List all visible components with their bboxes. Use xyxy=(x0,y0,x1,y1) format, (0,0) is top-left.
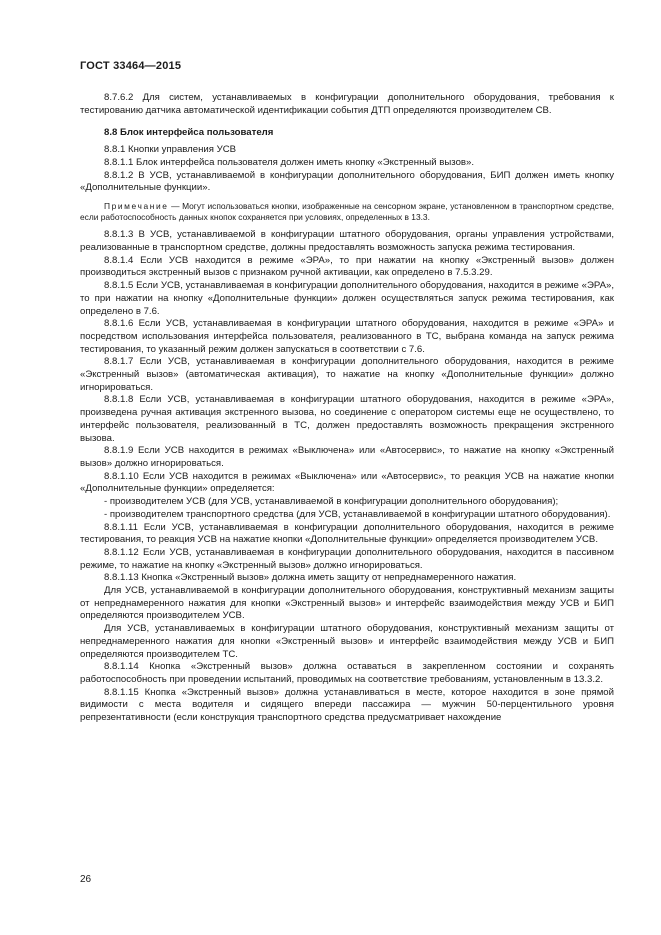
paragraph-8-8-1-3: 8.8.1.3 В УСВ, устанавливаемой в конфигурации штатного оборудования, органы управления устройствами, реализованные в транспортном средстве, должны предоставлять возможность запуска режима тестирования. xyxy=(80,229,614,254)
list-item-manufacturer-usv: - производителем УСВ (для УСВ, устанавливаемой в конфигурации дополнительного оборудования); xyxy=(104,496,559,508)
paragraph-8-8-1-4: 8.8.1.4 Если УСВ находится в режиме «ЭРА», то при нажатии на кнопку «Экстренный вызов» должен производиться экстренный вызов с признаком ручной активации, как определено в 7.5.3.29. xyxy=(80,254,614,279)
section-heading-8-8: 8.8 Блок интерфейса пользователя xyxy=(104,127,274,139)
paragraph-8-8-1-5: 8.8.1.5 Если УСВ, устанавливаемая в конфигурации дополнительного оборудования, находится в режиме «ЭРА», то при нажатии на кнопку «Дополнительные функции» должен осуществляться запуск режима тестирования, как определено в 7.6. xyxy=(80,280,614,317)
list-item-manufacturer-vehicle: - производителем транспортного средства (для УСВ, устанавливаемой в конфигурации штатного оборудования). xyxy=(104,508,611,520)
paragraph-8-8-1-14: 8.8.1.14 Кнопка «Экстренный вызов» должна оставаться в закрепленном состоянии и сохранять работоспособность при проведении испытаний, проводимых на соответствие требованиям, установленным в 13.3.2. xyxy=(80,661,614,685)
document-code-header: ГОСТ 33464—2015 xyxy=(80,60,182,72)
note-label: Примечание xyxy=(104,200,169,211)
paragraph-8-8-1-13: 8.8.1.13 Кнопка «Экстренный вызов» должна иметь защиту от непреднамеренного нажатия. xyxy=(104,572,517,584)
page-body xyxy=(80,92,614,725)
paragraph-8-8-1-7: 8.8.1.7 Если УСВ, устанавливаемая в конфигурации дополнительного оборудования, находится в режиме «Экстренный вызов» (автоматическая активация), то нажатие на кнопку «Дополнительные функции» должно игнорироваться. xyxy=(80,356,614,393)
paragraph-8-7-6-2: 8.7.6.2 Для систем, устанавливаемых в конфигурации дополнительного оборудования, требования к тестированию датчика автоматической идентификации события ДТП определяются производителем СВ. xyxy=(80,92,614,116)
paragraph-8-8-1-15: 8.8.1.15 Кнопка «Экстренный вызов» должна устанавливаться в месте, которое находится в зоне прямой видимости с места водителя и сидящего впереди пассажира — мужчин 50-перцентильного уровня репрезентативности (если конструкция транспортного средства предусматривает нахождение xyxy=(80,686,614,724)
paragraph-additional-equipment: Для УСВ, устанавливаемой в конфигурации дополнительного оборудования, конструктивный механизм защиты от непреднамеренного нажатия для кнопки «Экстренный вызов» и интерфейс взаимодействия между УСВ и БИП определяются производителем УСВ. xyxy=(80,585,614,622)
paragraph-8-8-1-1: 8.8.1.1 Блок интерфейса пользователя должен иметь кнопку «Экстренный вызов». xyxy=(104,156,475,168)
paragraph-8-8-1-9: 8.8.1.9 Если УСВ находится в режимах «Выключена» или «Автосервис», то нажатие на кнопку «Экстренный вызов» должно игнорироваться. xyxy=(80,445,614,469)
paragraph-8-8-1-12: 8.8.1.12 Если УСВ, устанавливаемая в конфигурации дополнительного оборудования, находится в пассивном режиме, то нажатие на кнопку «Экстренный вызов» должно игнорироваться. xyxy=(80,546,614,571)
paragraph-8-8-1-6: 8.8.1.6 Если УСВ, устанавливаемая в конфигурации штатного оборудования, находится в режиме «ЭРА» и посредством использования интерфейса пользователя, реализованного в ТС, выбрана команда на запуск режима тестирования, то указанный режим должен запускаться в соответствии с 7.6. xyxy=(80,318,614,355)
paragraph-8-8-1-11: 8.8.1.11 Если УСВ, устанавливаемая в конфигурации дополнительного оборудования, находится в режиме тестирования, то реакция УСВ на нажатие кнопки «Дополнительные функции» определяется производителем УСВ. xyxy=(80,521,614,546)
note-text: — Могут использоваться кнопки, изображенные на сенсорном экране, установленном в транспортном средстве, если работоспособность данных кнопок сохраняется при условиях, определенных в 13.3. xyxy=(80,200,614,223)
paragraph-standard-equipment: Для УСВ, устанавливаемых в конфигурации штатного оборудования, конструктивный механизм защиты от непреднамеренного нажатия для кнопки «Экстренный вызов» и интерфейс взаимодействия между УСВ и БИП определяются производителем ТС. xyxy=(80,623,614,660)
paragraph-8-8-1-2: 8.8.1.2 В УСВ, устанавливаемой в конфигурации дополнительного оборудования, БИП должен иметь кнопку «Дополнительные функции». xyxy=(80,169,614,194)
paragraph-8-8-1-10: 8.8.1.10 Если УСВ находится в режимах «Выключена» или «Автосервис», то реакция УСВ на нажатие кнопки «Дополнительные функции» определяется: xyxy=(80,470,614,495)
page-number: 26 xyxy=(80,874,92,885)
paragraph-8-8-1-8: 8.8.1.8 Если УСВ, устанавливаемая в конфигурации штатного оборудования, находится в режиме «ЭРА», произведена ручная активация экстренного вызова, но соединение с оператором системы еще не осуществлено, то интерфейс пользователя, реализованный в ТС, должен предоставлять возможность прекращения экстренного вызова. xyxy=(80,394,614,444)
paragraph-8-8-1: 8.8.1 Кнопки управления УСВ xyxy=(104,144,237,156)
note-paragraph xyxy=(80,201,614,223)
